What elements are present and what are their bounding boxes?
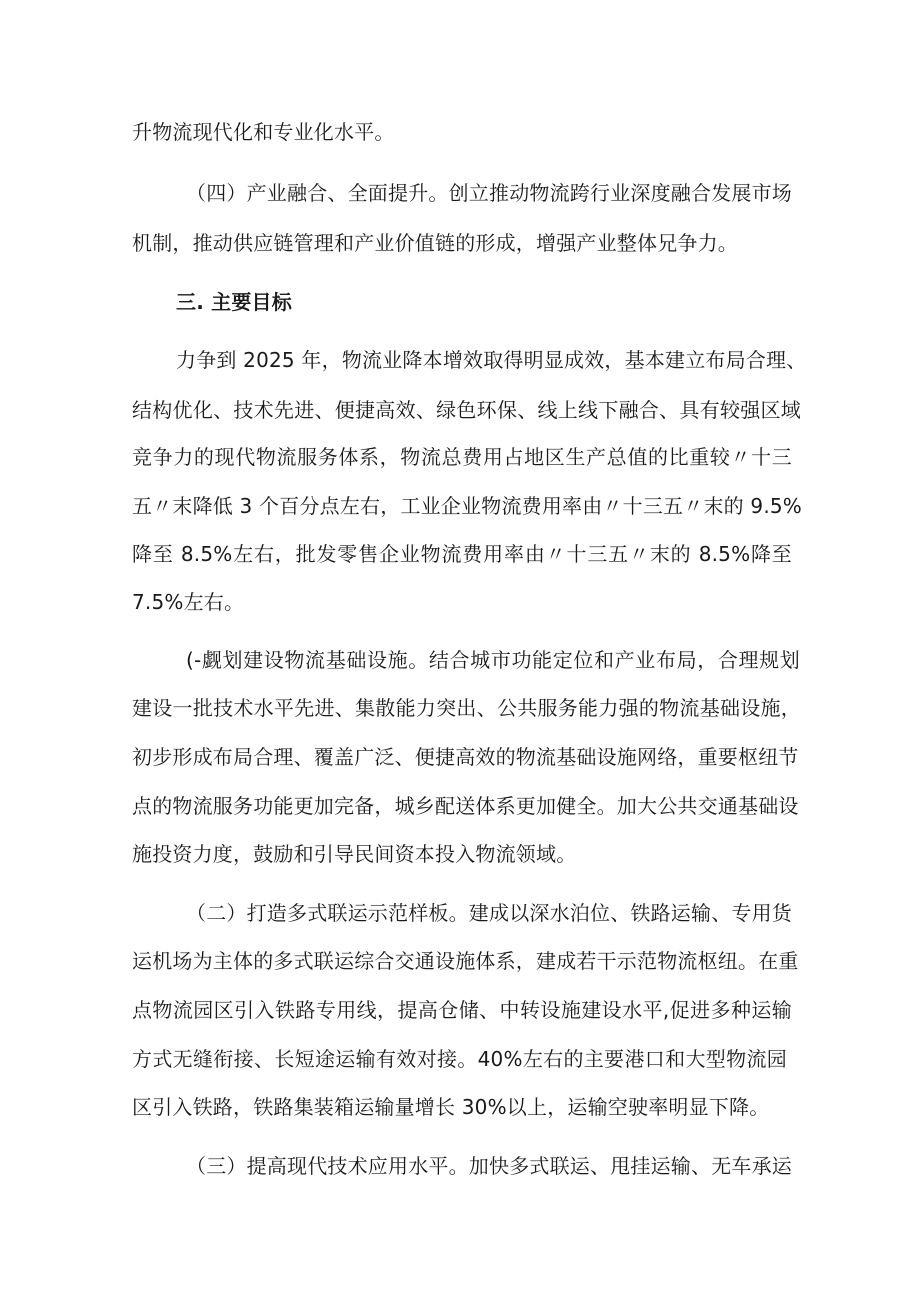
paragraph-line: 力争到 2025 年，物流业降本增效取得明显成效，基本建立布局合理、 [176, 348, 807, 372]
paragraph-line: 结构优化、技术先进、便捷高效、绿色环保、线上线下融合、具有较强区域 [132, 398, 801, 422]
paragraph-line: 五〃末降低 3 个百分点左右，工业企业物流费用率由〃十三五〃末的 9.5% [132, 494, 803, 518]
paragraph-line: 建设一批技术水平先进、集散能力突出、公共服务能力强的物流基础设施， [132, 696, 801, 720]
paragraph-line: 区引入铁路，铁路集装箱运输量增长 30%以上，运输空驶率明显下降。 [132, 1095, 770, 1119]
paragraph-line: 降至 8.5%左右，批发零售企业物流费用率由〃十三五〃末的 8.5%降至 [132, 542, 792, 566]
paragraph-line: (-觑划建设物流基础设施。结合城市功能定位和产业布局，合理规划 [186, 648, 800, 672]
paragraph-line: 方式无缝衔接、长短途运输有效对接。40%左右的主要港口和大型物流园 [132, 1047, 787, 1071]
paragraph-line: （三）提高现代技术应用水平。加快多式联运、甩挂运输、无车承运 [186, 1154, 792, 1178]
paragraph-line: 7.5%左右。 [132, 590, 245, 614]
paragraph-line: 运机场为主体的多式联运综合交通设施体系，建成若干示范物流枢纽。在重 [132, 949, 799, 973]
paragraph-line: 机制，推动供应链管理和产业价值链的形成，增强产业整体兄争力。 [132, 231, 738, 255]
section-heading: 三. 主要目标 [176, 290, 292, 314]
paragraph-line: 竞争力的现代物流服务体系，物流总费用占地区生产总值的比重较〃十三 [132, 445, 792, 469]
paragraph-line: （四）产业融合、全面提升。创立推动物流跨行业深度融合发展市场 [186, 181, 792, 205]
paragraph-line: 初步形成布局合理、覆盖广泛、便捷高效的物流基础设施网络，重要枢纽节 [132, 745, 799, 769]
paragraph-line: 点的物流服务功能更加完备，城乡配送体系更加健全。加大公共交通基础设 [132, 794, 799, 818]
paragraph-line: 升物流现代化和专业化水平。 [132, 120, 395, 144]
paragraph-line: （二）打造多式联运示范样板。建成以深水泊位、铁路运输、专用货 [186, 901, 792, 925]
paragraph-line: 点物流园区引入铁路专用线，提高仓储、中转设施建设水平,促进多种运输 [132, 998, 792, 1022]
paragraph-line: 施投资力度，鼓励和引导民间资本投入物流领域。 [132, 842, 577, 866]
